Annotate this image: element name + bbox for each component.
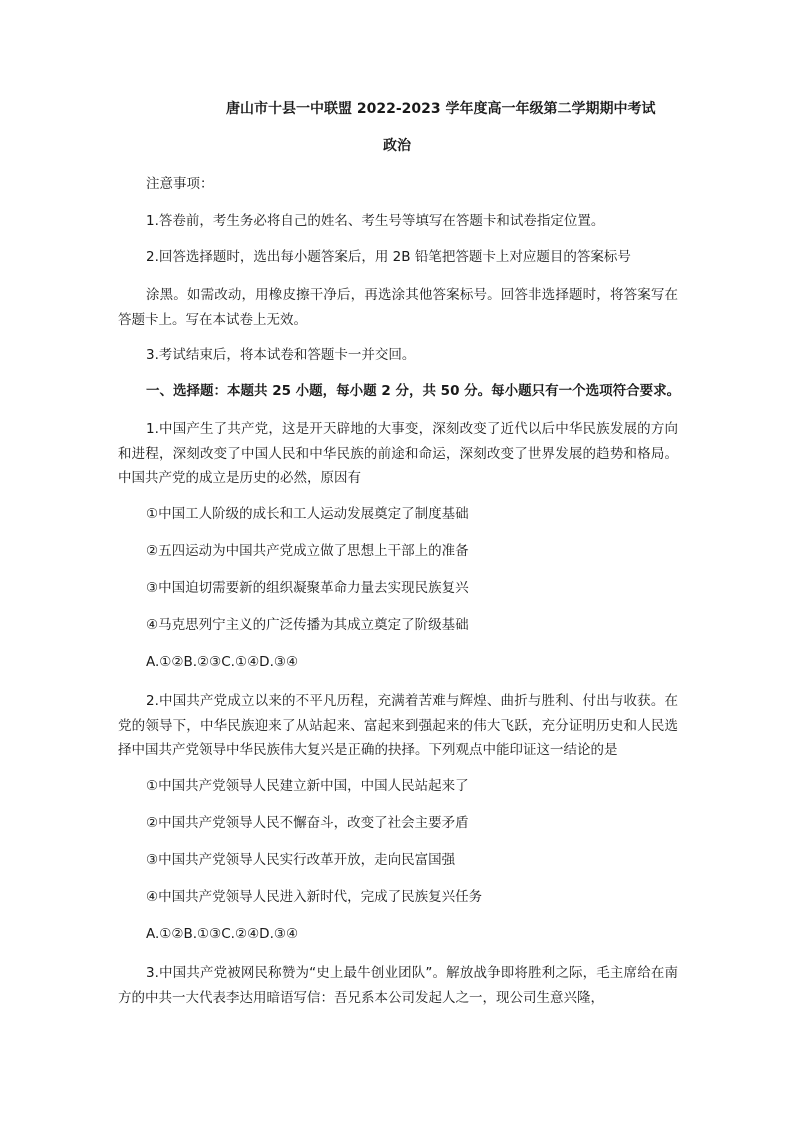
notice-item-1: 1.答卷前，考生务必将自己的姓名、考生号等填写在答题卡和试卷指定位置。 bbox=[146, 213, 605, 229]
exam-title: 唐山市十县一中联盟 2022-2023 学年度高一年级第二学期期中考试 bbox=[226, 101, 656, 117]
notice-item-2: 2.回答选择题时，选出每小题答案后，用 2B 铅笔把答题卡上对应题目的答案标号 bbox=[146, 249, 631, 265]
question-1-statement-4: ④马克思列宁主义的广泛传播为其成立奠定了阶级基础 bbox=[146, 617, 469, 633]
question-2-statement-4: ④中国共产党领导人民进入新时代，完成了民族复兴任务 bbox=[146, 889, 483, 905]
question-2-statement-2: ②中国共产党领导人民不懈奋斗，改变了社会主要矛盾 bbox=[146, 815, 469, 831]
subject-title: 政治 bbox=[383, 138, 411, 154]
question-1-stem: 1.中国产生了共产党，这是开天辟地的大事变，深刻改变了近代以后中华民族发展的方向和进程，深刻改变了中国人民和中华民族的前途和命运，深刻改变了世界发展的趋势和格局。中国共产党的成立是历史的必然，原因有 bbox=[118, 421, 678, 486]
question-1-statement-3: ③中国迫切需要新的组织凝聚革命力量去实现民族复兴 bbox=[146, 580, 469, 596]
notice-item-3: 3.考试结束后，将本试卷和答题卡一并交回。 bbox=[146, 347, 416, 363]
question-2-statement-3: ③中国共产党领导人民实行改革开放，走向民富国强 bbox=[146, 852, 456, 868]
question-2-statement-1: ①中国共产党领导人民建立新中国，中国人民站起来了 bbox=[146, 778, 469, 794]
question-1-options: A.①②B.②③C.①④D.③④ bbox=[146, 654, 299, 670]
question-3-stem: 3.中国共产党被网民称赞为“史上最牛创业团队”。解放战争即将胜利之际，毛主席给在南方的中共一大代表李达用暗语写信：吾兄系本公司发起人之一，现公司生意兴隆， bbox=[118, 965, 678, 1006]
section-heading: 一、选择题：本题共 25 小题，每小题 2 分，共 50 分。每小题只有一个选项符合要求。 bbox=[146, 383, 681, 399]
question-2-options: A.①②B.①③C.②④D.③④ bbox=[146, 926, 299, 942]
question-2-stem: 2.中国共产党成立以来的不平凡历程，充满着苦难与辉煌、曲折与胜利、付出与收获。在党的领导下，中华民族迎来了从站起来、富起来到强起来的伟大飞跃，充分证明历史和人民选择中国共产党领导中华民族伟大复兴是正确的抉择。下列观点中能印证这一结论的是 bbox=[118, 693, 678, 758]
notice-item-2-continuation: 涂黑。如需改动，用橡皮擦干净后，再选涂其他答案标号。回答非选择题时，将答案写在答题卡上。写在本试卷上无效。 bbox=[118, 287, 678, 328]
question-1-statement-1: ①中国工人阶级的成长和工人运动发展奠定了制度基础 bbox=[146, 506, 469, 522]
notice-heading: 注意事项： bbox=[146, 176, 214, 192]
question-1-statement-2: ②五四运动为中国共产党成立做了思想上干部上的准备 bbox=[146, 543, 469, 559]
